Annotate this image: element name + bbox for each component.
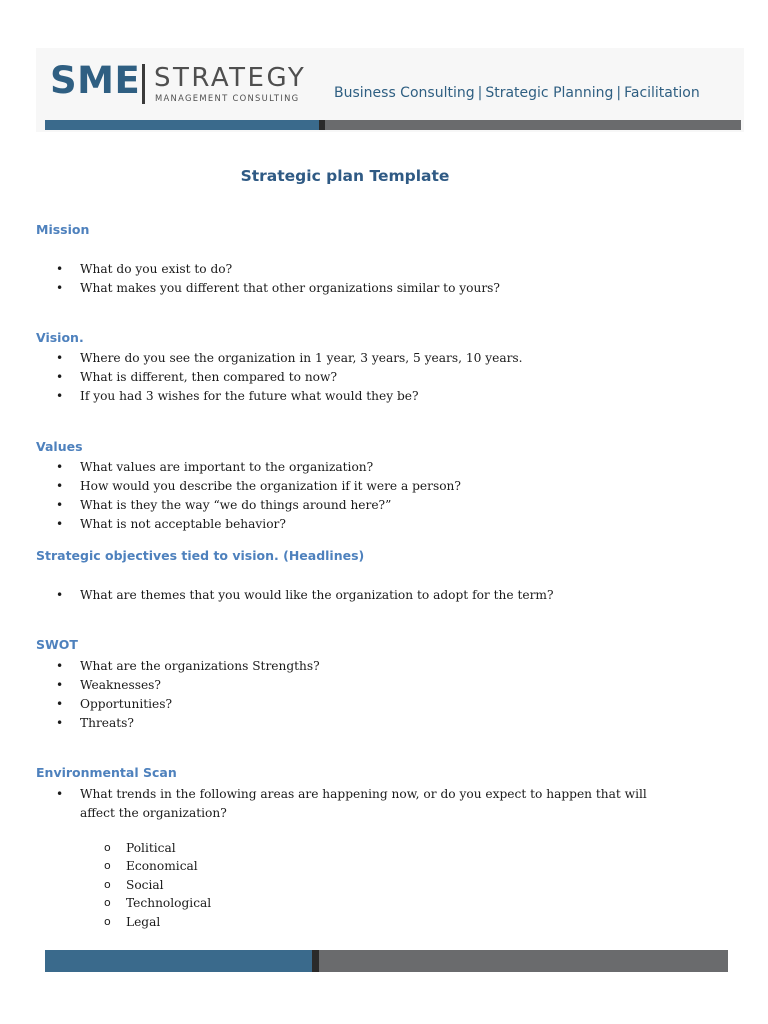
- logo-divider: [142, 64, 145, 104]
- bullet-item: • If you had 3 wishes for the future what would they be?: [0, 387, 523, 406]
- bullet-item: • What are themes that you would like the organization to adopt for the term?: [0, 586, 554, 605]
- bullet-item: • What is they the way “we do things around here?”: [0, 496, 461, 515]
- logo-sme: SME: [50, 59, 141, 102]
- document-title: Strategic plan Template: [240, 167, 450, 185]
- header-bar-gray: [325, 120, 741, 130]
- bullet-item: • What do you exist to do?: [0, 260, 500, 279]
- tagline-item: Business Consulting: [334, 85, 475, 101]
- sub-bullet-item: o Political: [0, 839, 211, 857]
- section-heading-mission: Mission: [36, 222, 90, 237]
- tagline-item: Strategic Planning: [485, 85, 614, 101]
- bullet-item: • Where do you see the organization in 1 year, 3 years, 5 years, 10 years.: [0, 349, 523, 368]
- bullet-item: • How would you describe the organization if it were a person?: [0, 477, 461, 496]
- mission-bullets: [0, 260, 500, 298]
- footer-color-bar: [45, 950, 728, 972]
- bullet-item: • What makes you different that other organizations similar to yours?: [0, 279, 500, 298]
- swot-bullets: [0, 657, 320, 733]
- sub-bullet-item: o Social: [0, 876, 211, 894]
- section-heading-vision: Vision.: [36, 330, 84, 345]
- logo-subtitle: MANAGEMENT CONSULTING: [155, 93, 300, 103]
- sub-bullet-item: o Technological: [0, 894, 211, 912]
- bullet-item: • Weaknesses?: [0, 676, 320, 695]
- tagline-item: Facilitation: [624, 85, 700, 101]
- footer-bar-blue: [45, 950, 312, 972]
- environmental-scan-subbullets: [0, 839, 211, 931]
- sub-bullet-item: o Legal: [0, 913, 211, 931]
- section-heading-strategic-objectives: Strategic objectives tied to vision. (Headlines): [36, 548, 365, 563]
- section-heading-values: Values: [36, 439, 83, 454]
- header-bar-blue: [45, 120, 319, 130]
- vision-bullets: [0, 349, 523, 406]
- bullet-item: • Threats?: [0, 714, 320, 733]
- bullet-item: • Opportunities?: [0, 695, 320, 714]
- tagline-separator: |: [616, 85, 622, 101]
- bullet-item: • What trends in the following areas are happening now, or do you expect to happen that will affect the organization?: [0, 785, 660, 823]
- section-heading-swot: SWOT: [36, 637, 78, 652]
- logo-strategy: STRATEGY: [154, 63, 307, 93]
- footer-bar-gray: [319, 950, 728, 972]
- bullet-item: • What values are important to the organization?: [0, 458, 461, 477]
- bullet-item: • What is different, then compared to now?: [0, 368, 523, 387]
- environmental-scan-bullets: [0, 785, 660, 823]
- header-tagline: [334, 86, 700, 100]
- bullet-item: • What is not acceptable behavior?: [0, 515, 461, 534]
- sub-bullet-item: o Economical: [0, 857, 211, 875]
- footer-bar-divider: [312, 950, 319, 972]
- bullet-item: • What are the organizations Strengths?: [0, 657, 320, 676]
- header-color-bar: [45, 120, 741, 130]
- section-heading-environmental-scan: Environmental Scan: [36, 765, 177, 780]
- tagline-separator: |: [477, 85, 483, 101]
- values-bullets: [0, 458, 461, 534]
- strategic-objectives-bullets: [0, 586, 554, 605]
